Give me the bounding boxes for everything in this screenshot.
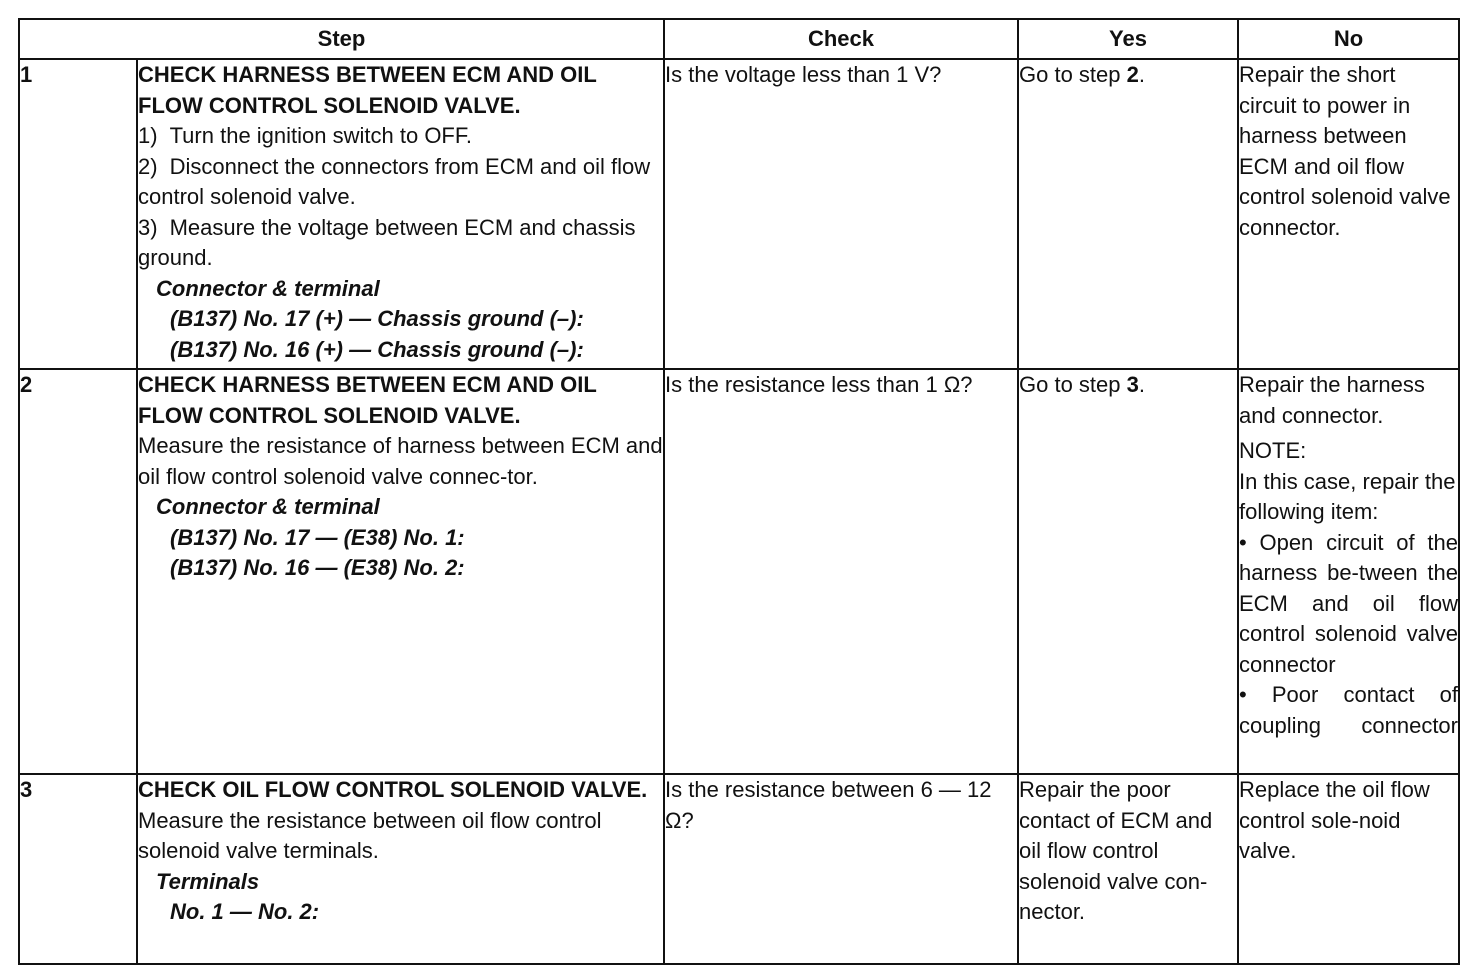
step-title: CHECK HARNESS BETWEEN ECM AND OIL FLOW CONTROL SOLENOID VALVE. <box>138 62 597 118</box>
check-cell: Is the resistance between 6 — 12 Ω? <box>664 774 1018 964</box>
no-cell <box>1238 369 1459 774</box>
header-step: Step <box>19 19 664 59</box>
table-row-step-1 <box>19 59 1459 369</box>
no-cell: Repair the short circuit to power in harness between ECM and oil flow control solenoid valve connector. <box>1238 59 1459 369</box>
step-description <box>137 59 664 369</box>
step-title: CHECK OIL FLOW CONTROL SOLENOID VALVE. <box>138 777 648 802</box>
condition-label: Connector & terminal <box>156 494 380 519</box>
header-row <box>19 19 1459 59</box>
check-cell: Is the resistance less than 1 Ω? <box>664 369 1018 774</box>
instruction-index: 1) <box>138 123 158 148</box>
condition-item: (B137) No. 16 (+) — Chassis ground (–): <box>170 336 584 362</box>
yes-prefix: Go to step <box>1019 62 1127 87</box>
yes-cell <box>1018 59 1238 369</box>
no-main-text: Repair the harness and connector. <box>1239 372 1425 428</box>
header-no: No <box>1238 19 1459 59</box>
header-yes: Yes <box>1018 19 1238 59</box>
note-intro: In this case, repair the following item: <box>1239 468 1456 524</box>
step-number: 1 <box>19 59 137 369</box>
yes-step-number: 3 <box>1126 372 1139 397</box>
yes-suffix: . <box>1138 372 1145 397</box>
step-title: CHECK HARNESS BETWEEN ECM AND OIL FLOW CONTROL SOLENOID VALVE. <box>138 372 597 428</box>
condition-label: Connector & terminal <box>156 275 380 301</box>
instruction-text: Measure the resistance between oil flow control solenoid valve terminals. <box>138 807 602 863</box>
check-cell: Is the voltage less than 1 V? <box>664 59 1018 369</box>
step-number: 3 <box>19 774 137 964</box>
header-check: Check <box>664 19 1018 59</box>
yes-step-number: 2 <box>1126 62 1139 87</box>
instruction-text: Disconnect the connectors from ECM and oil flow control solenoid valve. <box>138 153 651 209</box>
step-description <box>137 774 664 964</box>
instruction-text: Measure the voltage between ECM and chassis ground. <box>138 214 636 270</box>
note-bullet: • Open circuit of the harness be-tween the ECM and oil flow control solenoid valve connector <box>1239 529 1458 677</box>
table-row-step-3 <box>19 774 1459 964</box>
note-bullet: • Poor contact of coupling connector <box>1239 682 1458 738</box>
instruction-line <box>138 121 663 152</box>
yes-prefix: Go to step <box>1019 372 1127 397</box>
table-row-step-2 <box>19 369 1459 774</box>
yes-suffix: . <box>1138 62 1145 87</box>
instruction-text: Turn the ignition switch to OFF. <box>169 123 472 148</box>
yes-cell: Repair the poor contact of ECM and oil flow control solenoid valve con-nector. <box>1018 774 1238 964</box>
diagnostic-table <box>18 18 1460 965</box>
no-cell: Replace the oil flow control sole-noid valve. <box>1238 774 1459 964</box>
note-label: NOTE: <box>1239 438 1307 463</box>
instruction-text: Measure the resistance of harness between ECM and oil flow control solenoid valve connec-tor. <box>138 433 663 489</box>
condition-item: (B137) No. 17 — (E38) No. 1: <box>170 524 465 550</box>
instruction-index: 2) <box>138 153 158 179</box>
instruction-index: 3) <box>138 214 158 240</box>
condition-item: (B137) No. 16 — (E38) No. 2: <box>170 555 465 580</box>
condition-item: (B137) No. 17 (+) — Chassis ground (–): <box>170 306 584 331</box>
condition-label: Terminals <box>156 868 260 894</box>
instruction-line <box>138 152 663 213</box>
instruction-line <box>138 213 663 274</box>
step-description <box>137 369 664 774</box>
step-number: 2 <box>19 369 137 774</box>
yes-cell <box>1018 369 1238 774</box>
condition-item: No. 1 — No. 2: <box>170 899 320 924</box>
